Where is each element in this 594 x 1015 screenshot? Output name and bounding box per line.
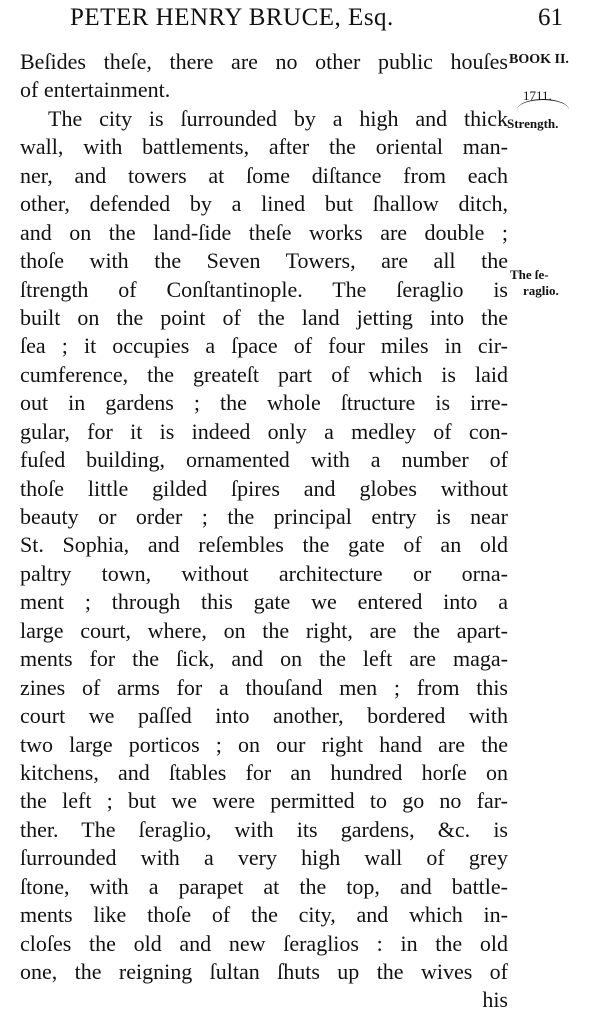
text-line: wall, with battlements, after the oriental man-	[20, 134, 508, 160]
text-line: cumference, the greateſt part of which is laid	[20, 361, 508, 387]
text-line: thoſe with the Seven Towers, are all the	[20, 248, 508, 274]
text-line: the left ; but we were permitted to go no far-	[20, 788, 508, 814]
text-line: out in gardens ; the whole ſtructure is irre-	[20, 390, 508, 416]
page-number: 61	[538, 4, 563, 31]
text-line: cloſes the old and new ſeraglios : in the old	[20, 930, 508, 956]
text-line: ther. The ſeraglio, with its gardens, &c. is	[20, 816, 508, 842]
margin-note-seraglio-continued: raglio.	[523, 283, 559, 298]
text-line: ſtone, with a parapet at the top, and battle-	[20, 873, 508, 899]
text-line: ments like thoſe of the city, and which in-	[20, 902, 508, 928]
text-line: of entertainment.	[20, 77, 171, 103]
running-head	[0, 4, 594, 40]
text-line: paltry town, without architecture or orna-	[20, 560, 508, 586]
text-line: ſea ; it occupies a ſpace of four miles in cir-	[20, 333, 508, 359]
text-line: ſtrength of Conſtantinople. The ſeraglio is	[20, 276, 508, 302]
margin-notes	[507, 0, 594, 965]
text-line: one, the reigning ſultan ſhuts up the wives of	[20, 959, 508, 984]
text-line: two large porticos ; on our right hand are the	[20, 731, 508, 757]
text-line: kitchens, and ſtables for an hundred horſe on	[20, 759, 508, 785]
text-line: ſurrounded with a very high wall of grey	[20, 845, 508, 871]
margin-note-book: BOOK II.	[509, 52, 569, 67]
text-line: zines of arms for a thouſand men ; from this	[20, 674, 508, 700]
text-line: fuſed building, ornamented with a number of	[20, 447, 508, 473]
margin-note-seraglio: The ſe-	[510, 267, 549, 282]
paragraph-start-line: The city is ſurrounded by a high and thick	[48, 105, 508, 131]
text-line: large court, where, on the right, are the apart-	[20, 617, 508, 643]
catchword: his	[482, 987, 508, 1013]
text-line: court we paſſed into another, bordered with	[20, 703, 508, 729]
text-line: beauty or order ; the principal entry is near	[20, 504, 508, 529]
text-line: built on the point of the land jetting into the	[20, 304, 508, 330]
text-line: ment ; through this gate we entered into a	[20, 589, 508, 615]
text-line: thoſe little gilded ſpires and globes without	[20, 475, 508, 501]
text-line: ments for the ſick, and on the left are maga-	[20, 646, 508, 672]
text-line: other, defended by a lined but ſhallow ditch,	[20, 191, 508, 217]
text-line: gular, for it is indeed only a medley of con-	[20, 418, 508, 444]
text-line: Beſides theſe, there are no other public houſes	[20, 49, 508, 74]
text-line: ner, and towers at ſome diſtance from each	[20, 162, 508, 188]
running-title: PETER HENRY BRUCE, Esq.	[70, 4, 394, 31]
margin-note-year: 1711.	[523, 88, 552, 103]
text-line: and on the land-ſide theſe works are double ;	[20, 219, 508, 245]
margin-note-strength: Strength.	[507, 116, 559, 131]
body-text	[20, 48, 508, 1015]
text-line: St. Sophia, and reſembles the gate of an old	[20, 532, 508, 558]
